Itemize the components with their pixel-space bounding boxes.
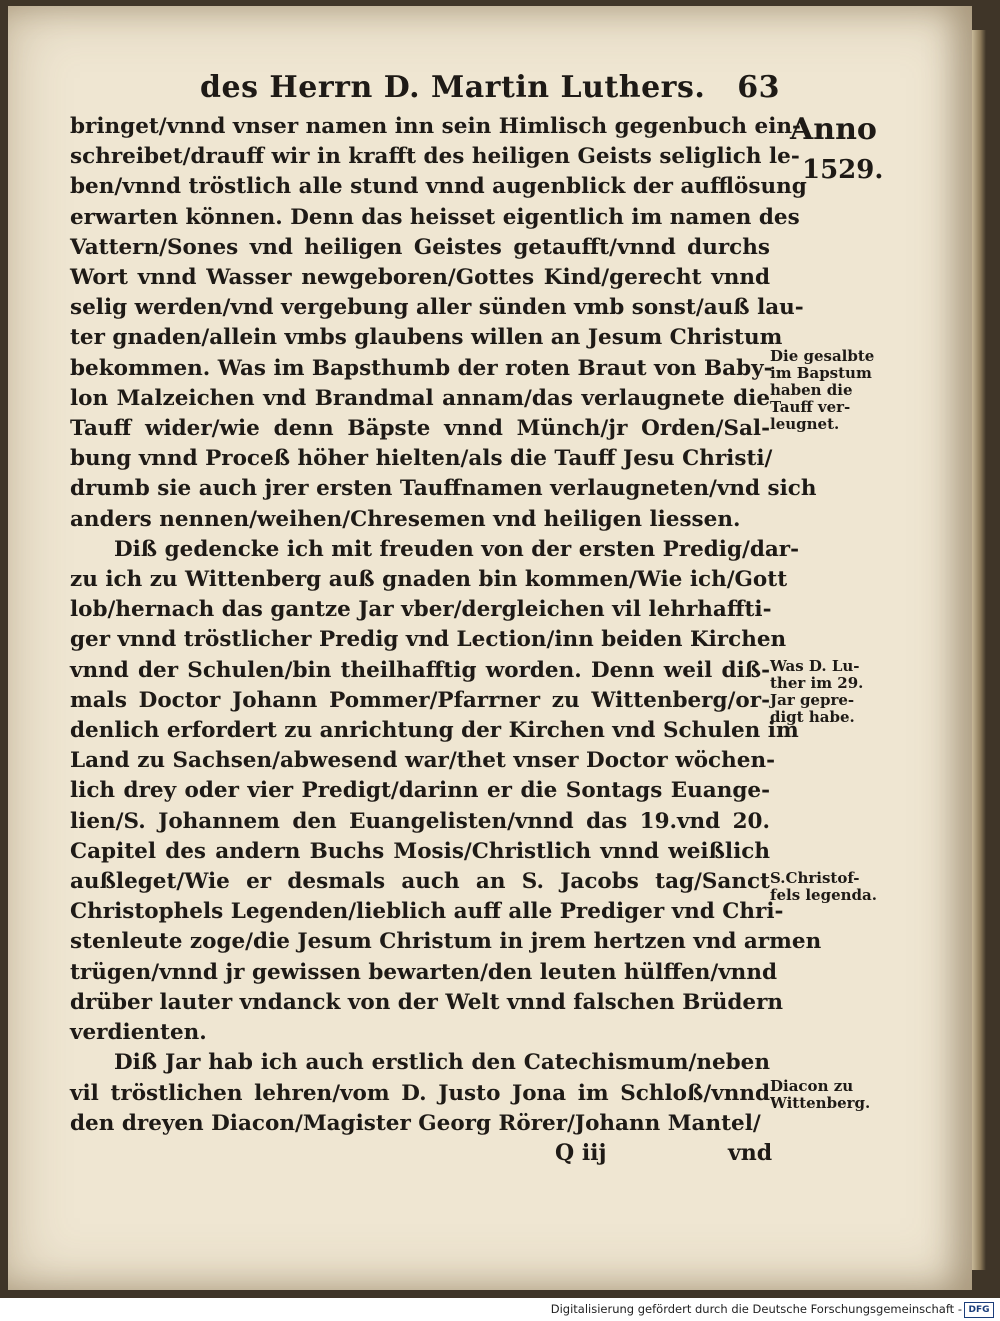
text-line: bung vnnd Proceß höher hielten/als die Tauff Jesu Christi/ bbox=[70, 446, 773, 472]
text-line: Wort vnnd Wasser newgeboren/Gottes Kind/gerecht vnnd bbox=[70, 265, 770, 291]
signature-mark: Q iij bbox=[555, 1140, 607, 1166]
text-line: lien/S. Johannem den Euangelisten/vnnd das 19.vnd 20. bbox=[70, 808, 770, 834]
margin-note-1 bbox=[770, 348, 902, 433]
text-line: trügen/vnnd jr gewissen bewarten/den leuten hülffen/vnnd bbox=[70, 959, 777, 985]
text-line: Vattern/Sones vnd heiligen Geistes getaufft/vnnd durchs bbox=[70, 234, 770, 260]
margin-note-line: Diacon zu bbox=[770, 1077, 854, 1095]
running-head-title: des Herrn D. Martin Luthers. bbox=[200, 70, 706, 105]
text-line: drumb sie auch jrer ersten Tauffnamen verlaugneten/vnd sich bbox=[70, 476, 817, 502]
text-line: bekommen. Was im Bapsthumb der roten Braut von Baby- bbox=[70, 355, 773, 381]
footer-bar bbox=[0, 1298, 1000, 1321]
text-line: lon Malzeichen vnd Brandmal annam/das verlaugnete die bbox=[70, 385, 770, 411]
text-line: ger vnnd tröstlicher Predig vnd Lection/inn beiden Kirchen bbox=[70, 627, 787, 653]
text-line: selig werden/vnd vergebung aller sünden vmb sonst/auß lau- bbox=[70, 295, 804, 321]
margin-note-line: haben die bbox=[770, 381, 853, 399]
text-line: ben/vnnd tröstlich alle stund vnnd augenblick der aufflösung bbox=[70, 174, 807, 200]
folio-number: 63 bbox=[737, 70, 780, 105]
text-line: bringet/vnnd vnser namen inn sein Himlisch gegenbuch ein- bbox=[70, 114, 801, 139]
margin-note-3 bbox=[770, 870, 902, 904]
text-line: Christophels Legenden/lieblich auff alle Prediger vnd Chri- bbox=[70, 899, 784, 925]
text-line: Diß Jar hab ich auch erstlich den Catechismum/neben bbox=[114, 1050, 770, 1076]
running-head bbox=[200, 70, 790, 105]
text-line: anders nennen/weihen/Chresemen vnd heiligen liessen. bbox=[70, 506, 741, 532]
margin-note-line: leugnet. bbox=[770, 415, 840, 433]
margin-note-line: Wittenberg. bbox=[770, 1094, 871, 1112]
margin-note-line: Tauff ver- bbox=[770, 398, 851, 416]
margin-note-line: im Bapstum bbox=[770, 364, 872, 382]
text-line: mals Doctor Johann Pommer/Pfarrner zu Wittenberg/or- bbox=[70, 687, 770, 713]
text-line: denlich erfordert zu anrichtung der Kirchen vnd Schulen im bbox=[70, 718, 799, 744]
text-line: vnnd der Schulen/bin theilhafftig worden. Denn weil diß- bbox=[70, 657, 770, 683]
dfg-logo: DFG bbox=[964, 1302, 994, 1318]
text-line: außleget/Wie er desmals auch an S. Jacobs tag/Sanct bbox=[70, 869, 770, 895]
anno-year: 1529. bbox=[802, 155, 884, 185]
funding-credit: Digitalisierung gefördert durch die Deutsche Forschungsgemeinschaft - bbox=[550, 1302, 962, 1316]
margin-note-line: Die gesalbte bbox=[770, 347, 875, 365]
text-line: Diß gedencke ich mit freuden von der ersten Predig/dar- bbox=[114, 536, 800, 562]
page-edge bbox=[972, 30, 986, 1270]
text-line: den dreyen Diacon/Magister Georg Rörer/Johann Mantel/ bbox=[70, 1110, 761, 1136]
anno-word: Anno bbox=[790, 112, 877, 147]
text-line: ter gnaden/allein vmbs glaubens willen an Jesum Christum bbox=[70, 325, 783, 351]
margin-note-line: Jar gepre- bbox=[770, 691, 855, 709]
text-line: lob/hernach das gantze Jar vber/dergleichen vil lehrhaffti- bbox=[70, 597, 772, 623]
text-line: Capitel des andern Buchs Mosis/Christlich vnnd weißlich bbox=[70, 838, 770, 864]
text-line: Tauff wider/wie denn Bäpste vnnd Münch/jr Orden/Sal- bbox=[70, 416, 770, 442]
margin-note-line: ther im 29. bbox=[770, 674, 864, 692]
catchword: vnd bbox=[728, 1140, 773, 1166]
margin-note-4 bbox=[770, 1078, 902, 1112]
text-line: drüber lauter vndanck von der Welt vnnd falschen Brüdern bbox=[70, 989, 784, 1015]
text-line: erwarten können. Denn das heisset eigentlich im namen des bbox=[70, 204, 800, 230]
text-line: schreibet/drauff wir in krafft des heiligen Geists seliglich le- bbox=[70, 144, 800, 170]
margin-note-2 bbox=[770, 658, 902, 726]
text-line: stenleute zoge/die Jesum Christum in jrem hertzen vnd armen bbox=[70, 929, 822, 955]
text-line: lich drey oder vier Predigt/darinn er die Sontags Euange- bbox=[70, 778, 770, 804]
margin-note-line: digt habe. bbox=[770, 708, 855, 726]
text-line: Land zu Sachsen/abwesend war/thet vnser Doctor wöchen- bbox=[70, 748, 776, 774]
text-line: zu ich zu Wittenberg auß gnaden bin kommen/Wie ich/Gott bbox=[70, 567, 788, 593]
text-line: vil tröstlichen lehren/vom D. Justo Jona im Schloß/vnnd bbox=[70, 1080, 770, 1106]
margin-note-line: Was D. Lu- bbox=[770, 657, 860, 675]
margin-note-line: S.Christof- bbox=[770, 869, 860, 887]
margin-note-line: fels legenda. bbox=[770, 886, 877, 904]
text-line: verdienten. bbox=[70, 1020, 207, 1046]
